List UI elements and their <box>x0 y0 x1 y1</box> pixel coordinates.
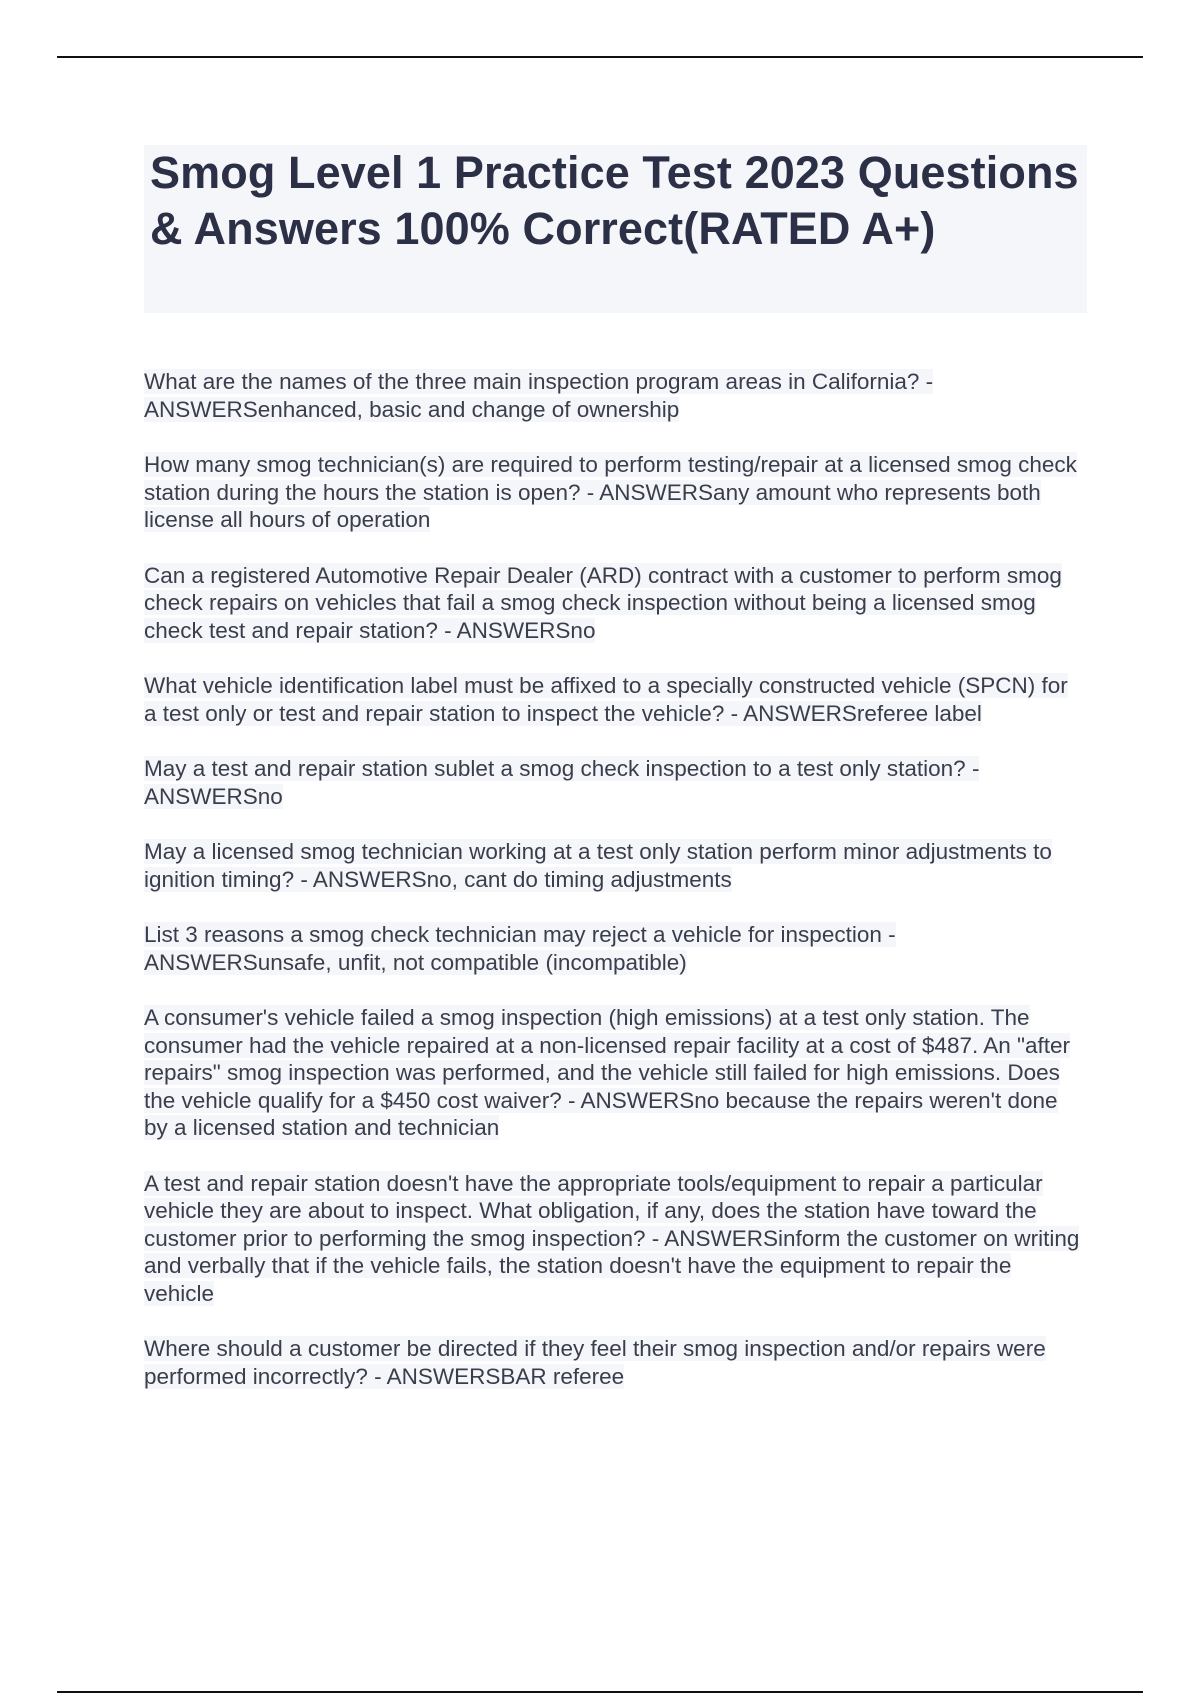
bottom-rule <box>57 1691 1143 1693</box>
qa-item: What vehicle identification label must be affixed to a specially constructed vehicle (SPCN) for a test only or test and repair station to inspect the vehicle? - ANSWERSreferee label <box>144 673 1068 726</box>
qa-item: Where should a customer be directed if they feel their smog inspection and/or repairs were performed incorrectly? - ANSWERSBAR referee <box>144 1336 1046 1389</box>
qa-item: A test and repair station doesn't have the appropriate tools/equipment to repair a particular vehicle they are about to inspect. What obligation, if any, does the station have toward the customer prior to performing the smog inspection? - ANSWERSinform the customer on writing and verbally that if the vehicle fails, the station doesn't have the equipment to repair the vehicle <box>144 1170 1080 1306</box>
qa-item: What are the names of the three main inspection program areas in California? - ANSWERSenhanced, basic and change of ownership <box>144 369 934 422</box>
qa-item: A consumer's vehicle failed a smog inspection (high emissions) at a test only station. The consumer had the vehicle repaired at a non-licensed repair facility at a cost of $487. An "after repairs" smog inspection was performed, and the vehicle still failed for high emissions. Does the vehicle qualify for a $450 cost waiver? - ANSWERSno because the repairs weren't done by a licensed station and technician <box>144 1005 1071 1140</box>
qa-item: Can a registered Automotive Repair Dealer (ARD) contract with a customer to perform smog check repairs on vehicles that fail a smog check inspection without being a licensed smog check test and repair station? - ANSWERSno <box>144 562 1062 643</box>
qa-list <box>144 368 1084 1418</box>
qa-item: May a licensed smog technician working at a test only station perform minor adjustments to ignition timing? - ANSWERSno, cant do timing adjustments <box>144 839 1052 892</box>
top-rule <box>57 56 1143 58</box>
qa-item: List 3 reasons a smog check technician may reject a vehicle for inspection - ANSWERSunsafe, unfit, not compatible (incompatible) <box>144 922 896 975</box>
qa-item: May a test and repair station sublet a smog check inspection to a test only station? - ANSWERSno <box>144 756 980 809</box>
title-block <box>144 145 1087 313</box>
qa-item: How many smog technician(s) are required to perform testing/repair at a licensed smog check station during the hours the station is open? - ANSWERSany amount who represents both license all hours of operation <box>144 452 1077 532</box>
document-title: Smog Level 1 Practice Test 2023 Questions & Answers 100% Correct(RATED A+) <box>150 147 1079 254</box>
